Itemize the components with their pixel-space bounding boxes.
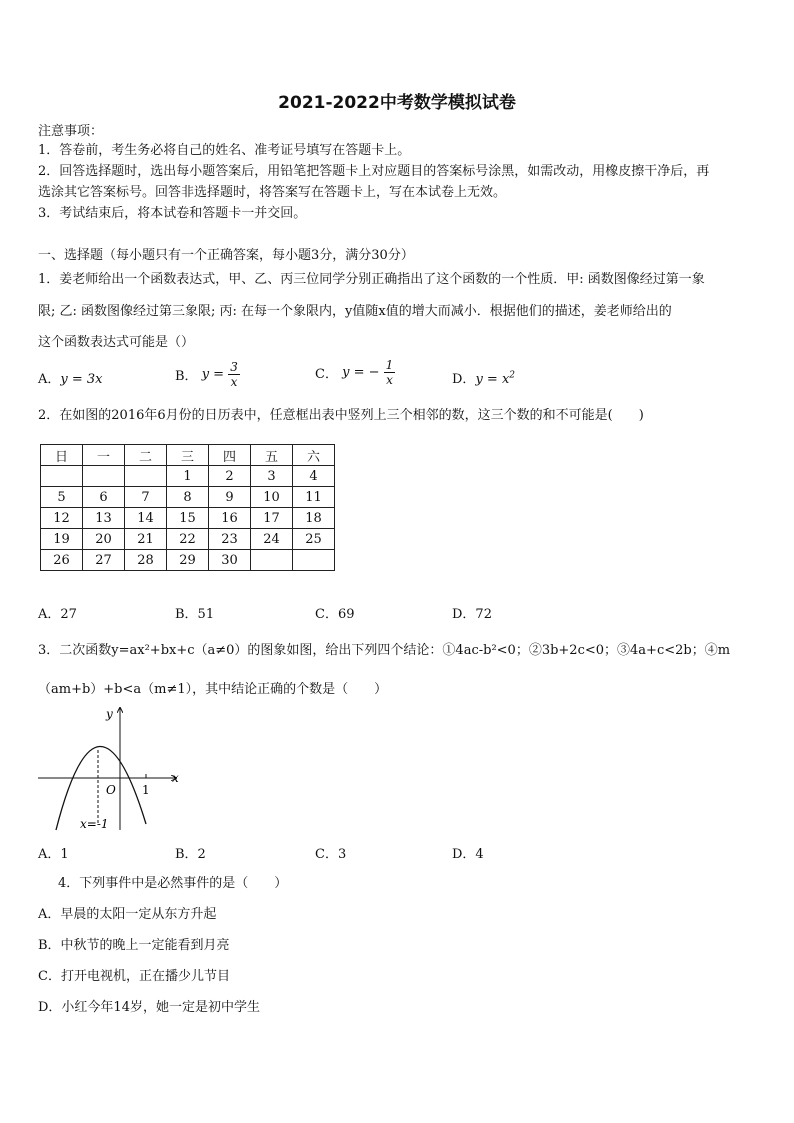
one-label: 1 (142, 783, 150, 797)
calendar-cell: 23 (209, 529, 251, 550)
notice-item: 选涂其它答案标号。回答非选择题时，将答案写在答题卡上，写在本试卷上无效。 (38, 185, 507, 200)
calendar-header-cell: 二 (125, 445, 167, 466)
option-label: C． (315, 367, 338, 382)
calendar-cell: 11 (293, 487, 335, 508)
section-heading: 一、选择题（每小题只有一个正确答案，每小题3分，满分30分） (38, 248, 414, 263)
q1-option-a (38, 368, 103, 387)
calendar-header-cell: 六 (293, 445, 335, 466)
calendar-cell: 8 (167, 487, 209, 508)
q3-line: （am+b）+b<a（m≠1），其中结论正确的个数是（ ） (38, 682, 388, 697)
calendar-cell (83, 466, 125, 487)
q3-option-a: A．1 (38, 847, 69, 862)
calendar-cell: 12 (41, 508, 83, 529)
calendar-header-cell: 日 (41, 445, 83, 466)
calendar-row (41, 466, 335, 487)
q4-option-b: B．中秋节的晚上一定能看到月亮 (38, 938, 230, 953)
calendar-cell: 25 (293, 529, 335, 550)
q1-option-c (315, 358, 395, 387)
q3-option-c: C．3 (315, 847, 347, 862)
calendar-cell: 1 (167, 466, 209, 487)
calendar-cell: 17 (251, 508, 293, 529)
option-expr: y = − (342, 365, 380, 380)
q3-line: 3．二次函数y=ax²+bx+c（a≠0）的图象如图，给出下列四个结论：①4ac-b²<0；②3b+2c<0；③4a+c<2b；④m (38, 643, 731, 658)
q3-option-d: D．4 (452, 847, 484, 862)
calendar-cell (41, 466, 83, 487)
y-axis-label: y (106, 707, 113, 721)
q4-text: 4．下列事件中是必然事件的是（ ） (58, 876, 288, 891)
q4-option-d: D．小红今年14岁，她一定是初中学生 (38, 1000, 260, 1015)
exponent: 2 (509, 370, 516, 381)
calendar-cell: 24 (251, 529, 293, 550)
fraction (384, 358, 396, 387)
calendar-header-cell: 四 (209, 445, 251, 466)
notice-item: 3．考试结束后，将本试卷和答题卡一并交回。 (38, 206, 307, 221)
q1-line: 1．姜老师给出一个函数表达式，甲、乙、丙三位同学分别正确指出了这个函数的一个性质．甲: 函数图像经过第一象 (38, 272, 705, 287)
calendar-cell: 19 (41, 529, 83, 550)
calendar-cell: 22 (167, 529, 209, 550)
calendar-cell: 16 (209, 508, 251, 529)
q2-option-a: A．27 (38, 607, 77, 622)
q2-text: 2．在如图的2016年6月份的日历表中，任意框出表中竖列上三个相邻的数，这三个数的和不可能是( ) (38, 408, 644, 423)
denominator: x (230, 375, 238, 389)
x-axis-label: x (172, 771, 179, 785)
q4-option-c: C．打开电视机，正在播少儿节目 (38, 969, 230, 984)
calendar-header-cell: 一 (83, 445, 125, 466)
exam-title: 2021-2022中考数学模拟试卷 (278, 93, 516, 113)
calendar-cell: 30 (209, 550, 251, 571)
calendar-table (40, 444, 335, 571)
notice-item: 2．回答选择题时，选出每小题答案后，用铅笔把答题卡上对应题目的答案标号涂黑，如需改动，用橡皮擦干净后，再 (38, 164, 710, 179)
calendar-row (41, 508, 335, 529)
numerator: 3 (230, 360, 238, 374)
calendar-cell: 27 (83, 550, 125, 571)
option-label: D． (452, 372, 476, 387)
notice-item: 1．答卷前，考生务必将自己的姓名、准考证号填写在答题卡上。 (38, 143, 411, 158)
denominator: x (386, 373, 393, 387)
calendar-cell: 6 (83, 487, 125, 508)
calendar-header-cell: 五 (251, 445, 293, 466)
calendar-cell: 15 (167, 508, 209, 529)
origin-label: O (106, 783, 116, 797)
calendar-row (41, 529, 335, 550)
q1-line: 限; 乙: 函数图像经过第三象限; 丙: 在每一个象限内，y值随x值的增大而减小．根据他们的描述，姜老师给出的 (38, 304, 672, 319)
option-label: B． (175, 369, 198, 384)
fraction (228, 360, 240, 389)
calendar-cell: 20 (83, 529, 125, 550)
calendar-cell: 18 (293, 508, 335, 529)
calendar-cell: 28 (125, 550, 167, 571)
calendar-cell: 5 (41, 487, 83, 508)
calendar-cell (251, 550, 293, 571)
calendar-header-cell: 三 (167, 445, 209, 466)
calendar-cell: 10 (251, 487, 293, 508)
q1-line: 这个函数表达式可能是（） (38, 335, 195, 350)
calendar-cell: 21 (125, 529, 167, 550)
option-expr: y = 3x (60, 372, 103, 387)
q1-option-d (452, 368, 515, 387)
q2-option-c: C．69 (315, 607, 355, 622)
option-expr: y = x (475, 372, 510, 387)
notice-heading: 注意事项： (38, 124, 104, 139)
calendar-row (41, 487, 335, 508)
calendar-cell: 14 (125, 508, 167, 529)
parabola-graph (34, 704, 194, 834)
calendar-cell: 2 (209, 466, 251, 487)
calendar-cell: 26 (41, 550, 83, 571)
calendar-cell (125, 466, 167, 487)
calendar-header-row (41, 445, 335, 466)
symmetry-axis-label: x=-1 (80, 817, 109, 831)
numerator: 1 (385, 358, 394, 372)
calendar-cell: 4 (293, 466, 335, 487)
option-expr: y = (201, 367, 225, 382)
calendar-cell (293, 550, 335, 571)
q2-option-d: D．72 (452, 607, 492, 622)
calendar-row (41, 550, 335, 571)
q1-option-b (175, 360, 240, 389)
calendar-cell: 7 (125, 487, 167, 508)
calendar-cell: 9 (209, 487, 251, 508)
q2-option-b: B．51 (175, 607, 215, 622)
option-label: A． (38, 372, 61, 387)
q3-option-b: B．2 (175, 847, 206, 862)
calendar-cell: 13 (83, 508, 125, 529)
calendar-cell: 29 (167, 550, 209, 571)
q4-option-a: A．早晨的太阳一定从东方升起 (38, 907, 217, 922)
calendar-cell: 3 (251, 466, 293, 487)
